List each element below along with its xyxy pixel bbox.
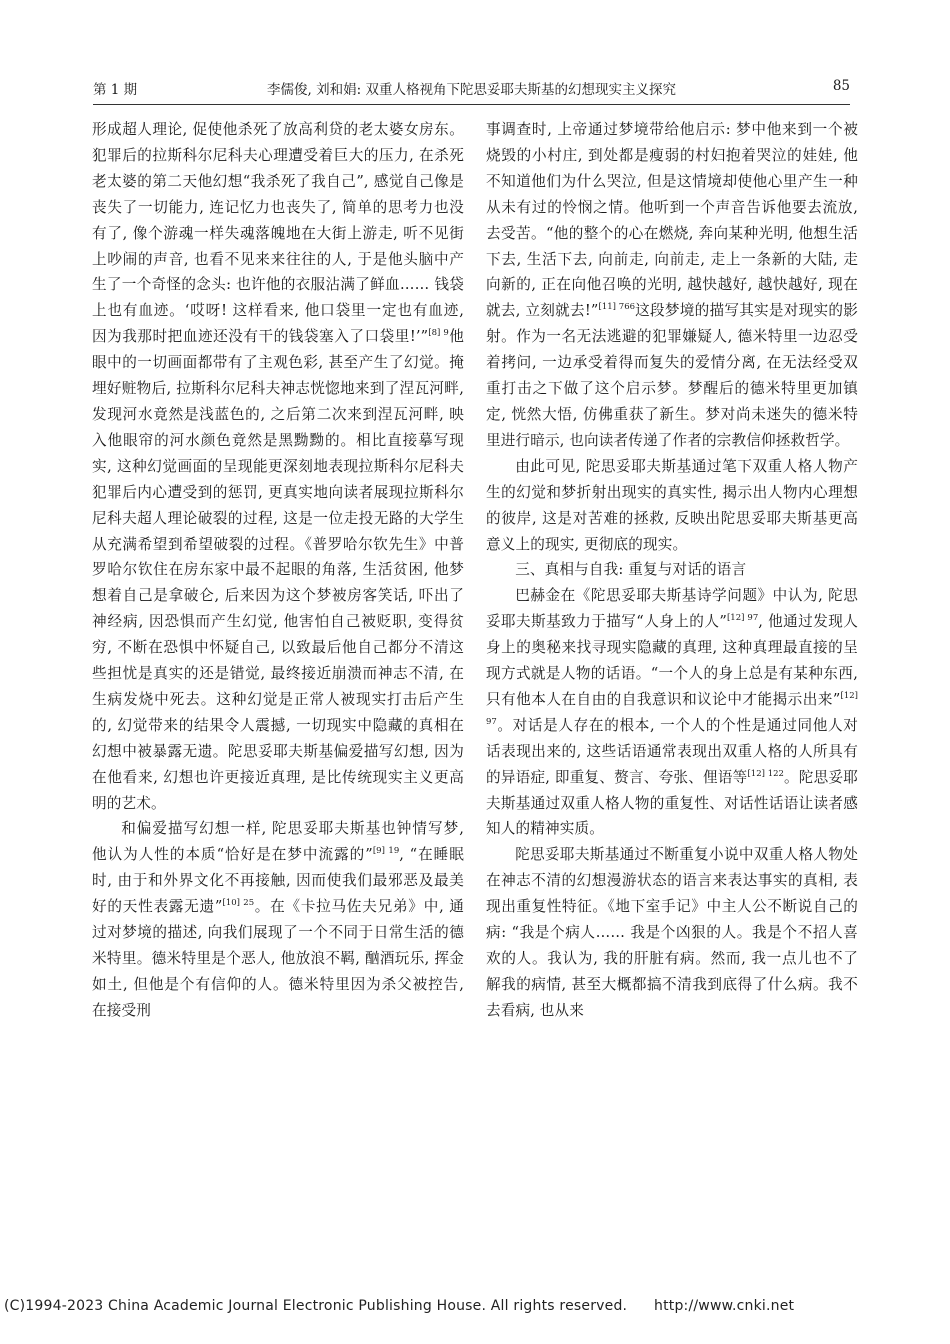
header-rule (93, 104, 850, 105)
paragraph: 形成超人理论, 促使他杀死了放高利贷的老太婆女房东。犯罪后的拉斯科尔尼科夫心理遭受着巨大的压力, 在杀死老太婆的第二天他幻想“我杀死了我自己”, 感觉自己像是丧失了一切能力, 连记忆力也丧失了, 简单的思考力也没有了, 像个游魂一样失魂落魄地在大街上游走, 听不见街上吵闹的声音, 也看不见来来往往的人, 于是他头脑中产生了一个奇怪的念头: 也许他的衣服沾满了鲜血…… 钱袋上也有血迹。‘哎呀! 这样看来, 他口袋里一定也有血迹, 因为我那时把血迹还没有干的钱袋塞入了口袋里!’”$^{[8] 9}$他眼中的一切画面都带有了主观色彩, 甚至产生了幻觉。掩埋好赃物后, 拉斯科尔尼科夫神志恍惚地来到了涅瓦河畔, 发现河水竟然是浅蓝色的, 之后第二次来到涅瓦河畔, 映入他眼帘的河水颜色竟然是黑黝黝的。相比直接摹写现实, 这种幻觉画面的呈现能更深刻地表现拉斯科尔尼科夫犯罪后内心遭受到的惩罚, 更真实地向读者展现拉斯科尔尼科夫超人理论破裂的过程, 这是一位走投无路的大学生从充满希望到希望破裂的过程。《普罗哈尔钦先生》中普罗哈尔钦住在房东家中最不起眼的角落, 生活贫困, 他梦想着自己是拿破仑, 后来因为这个梦被房客笑话, 吓出了神经病, 因恐惧而产生幻觉, 他害怕自己被贬职, 变得贫穷, 不断在恐惧中怀疑自己, 以致最后他自己都分不清这些担忧是真实的还是错觉, 最终接近崩溃而神志不清, 在生病发烧中死去。这种幻觉是正常人被现实打击后产生的, 幻觉带来的结果令人震撼, 一切现实中隐藏的真相在幻想中被暴露无遗。陀思妥耶夫斯基偏爱描写幻想, 因为在他看来, 幻想也许更接近真理, 是比传统现实主义更高明的艺术。 (92, 121, 464, 812)
citation: [12] 122 (747, 768, 784, 779)
paragraph: 陀思妥耶夫斯基通过不断重复小说中双重人格人物处在神志不清的幻想漫游状态的语言来表达事实的真相, 表现出重复性特征。《地下室手记》中主人公不断说自己的病: “我是个病人…… 我是个凶狠的人。我是个不招人喜欢的人。我认为, 我的肝脏有病。然而, 我一点儿也不了解我的病情, 甚至大概都搞不清我到底得了什么病。我不去看病, 也从来 (486, 846, 858, 1019)
citation: [12] 97 (726, 613, 759, 624)
section-heading: 三、真相与自我: 重复与对话的语言 (515, 561, 747, 579)
running-title: 李儒俊, 刘和娟: 双重人格视角下陀思妥耶夫斯基的幻想现实主义探究 (267, 82, 676, 98)
paragraph: 巴赫金在《陀思妥耶夫斯基诗学问题》中认为, 陀思妥耶夫斯基致力于描写“人身上的人”$^{[12] 97}$, 他通过发现人身上的奥秘来找寻现实隐藏的真理, 这种真理最直接的呈现方式就是人物的话语。“一个人的身上总是有某种东西, 只有他本人在自由的自我意识和议论中才能揭示出来”$^{[12] 97}$。对话是人存在的根本, 一个人的个性是通过同他人对话表现出来的, 这些话语通常表现出双重人格的人所具有的异语症, 即重复、赘言、夸张、俚语等$^{[12] 122}$。陀思妥耶夫斯基通过双重人格人物的重复性、对话性话语让读者感知人的精神实质。 (486, 587, 858, 838)
citation: [8] 9 (428, 328, 449, 339)
citation: [12] 97 (486, 691, 858, 727)
paragraph: 和偏爱描写幻想一样, 陀思妥耶夫斯基也钟情写梦, 他认为人性的本质“恰好是在梦中流露的”$^{[9] 19}$, “在睡眠时, 由于和外界文化不再接触, 因而使我们最邪恶及最美好的天性表露无遗”$^{[10] 25}$。在《卡拉马佐夫兄弟》中, 通过对梦境的描述, 向我们展现了一个不同于日常生活的德米特里。德米特里是个恶人, 他放浪不羁, 酗酒玩乐, 挥金如土, 但他是个有信仰的人。德米特里因为杀父被控告, 在接受刑 (92, 820, 465, 1019)
citation: [10] 25 (222, 898, 255, 909)
paragraph: 事调查时, 上帝通过梦境带给他启示: 梦中他来到一个被烧毁的小村庄, 到处都是瘦弱的村妇抱着哭泣的娃娃, 他不知道他们为什么哭泣, 但是这情境却使他心里产生一种从未有过的怜悯之情。他听到一个声音告诉他要去流放, 去受苦。“他的整个的心在燃烧, 奔向某种光明, 他想生活下去, 生活下去, 向前走, 向前走, 走上一条新的大陆, 走向新的, 正在向他召唤的光明, 越快越好, 越快越好, 现在就去, 立刻就去!”$^{[11] 766}$这段梦境的描写其实是对现实的影射。作为一名无法逃避的犯罪嫌疑人, 德米特里一边忍受着拷问, 一边承受着得而复失的爱情分离, 在无法经受双重打击之下做了这个启示梦。梦醒后的德米特里更加镇定, 恍然大悟, 仿佛重获了新生。梦对尚未迷失的德米特里进行暗示, 也向读者传递了作者的宗教信仰拯救哲学。 (486, 121, 858, 449)
running-header (93, 78, 850, 102)
footer (4, 1298, 795, 1314)
citation: [9] 19 (372, 846, 400, 857)
left-column (92, 117, 464, 1024)
right-column (486, 117, 858, 1024)
copyright-notice: (C)1994-2023 China Academic Journal Electronic Publishing House. All rights reserved. (4, 1298, 628, 1314)
page-number: 85 (832, 78, 850, 94)
issue-label: 第 1 期 (93, 82, 138, 98)
citation: [11] 766 (598, 302, 636, 313)
paragraph: 由此可见, 陀思妥耶夫斯基通过笔下双重人格人物产生的幻觉和梦折射出现实的真实性, 揭示出人物内心理想的彼岸, 这是对苦难的拯救, 反映出陀思妥耶夫斯基更高意义上的现实, 更彻底的现实。 (486, 457, 858, 553)
website-link[interactable]: http://www.cnki.net (654, 1298, 795, 1314)
